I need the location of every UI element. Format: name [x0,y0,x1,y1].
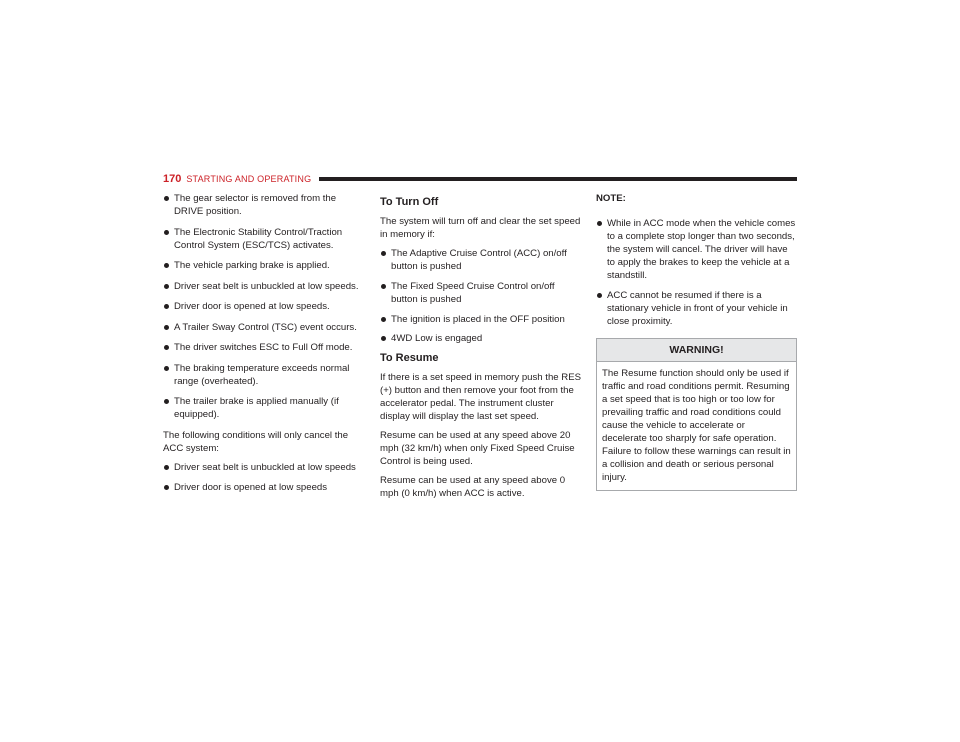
acc-cancel-list [163,461,368,494]
turn-off-intro: The system will turn off and clear the set speed in memory if: [380,216,581,240]
resume-heading: To Resume [380,352,439,365]
page-header [163,171,797,187]
list-item: Driver door is opened at low speeds. [163,300,368,313]
list-item: Driver seat belt is unbuckled at low speeds [163,461,368,474]
list-item: The braking temperature exceeds normal range (overheated). [163,362,368,388]
warning-title: WARNING! [597,339,796,362]
cancel-conditions-list [163,192,368,421]
note-label: NOTE: [596,193,626,204]
list-item: 4WD Low is engaged [380,332,582,345]
list-item: ACC cannot be resumed if there is a stationary vehicle in front of your vehicle in close proximity. [596,289,797,328]
list-item: Driver door is opened at low speeds [163,481,368,494]
list-item: The gear selector is removed from the DRIVE position. [163,192,368,218]
column-1 [163,192,368,501]
warning-box [596,338,797,491]
section-title: STARTING AND OPERATING [186,174,312,184]
list-item: The trailer brake is applied manually (if equipped). [163,395,368,421]
list-item: The Fixed Speed Cruise Control on/off button is pushed [380,280,582,306]
turn-off-heading: To Turn Off [380,196,439,208]
list-item: The driver switches ESC to Full Off mode. [163,341,368,354]
resume-paragraph: Resume can be used at any speed above 0 mph (0 km/h) when ACC is active. [380,475,566,500]
list-item: While in ACC mode when the vehicle comes to a complete stop longer than two seconds, the system will cancel. The driver will have to apply the brakes to keep the vehicle at a standstill. [596,217,797,282]
list-item: A Trailer Sway Control (TSC) event occurs. [163,321,368,334]
list-item: The Electronic Stability Control/Traction Control System (ESC/TCS) activates. [163,226,368,252]
page-number: 170 [163,173,182,185]
column-3 [596,192,797,491]
note-list [596,217,797,328]
column-2 [380,192,582,506]
list-item: Driver seat belt is unbuckled at low speeds. [163,280,368,293]
turn-off-list [380,247,582,345]
acc-cancel-paragraph: The following conditions will only cancel the ACC system: [163,429,349,454]
list-item: The vehicle parking brake is applied. [163,259,368,272]
header-rule [319,177,797,181]
list-item: The ignition is placed in the OFF position [380,313,582,326]
resume-paragraph: If there is a set speed in memory push the RES (+) button and then remove your foot from the accelerator pedal. The instrument cluster display will display the last set speed. [380,372,582,423]
resume-paragraph: Resume can be used at any speed above 20 mph (32 km/h) when only Fixed Speed Cruise Control is being used. [380,430,575,468]
list-item: The Adaptive Cruise Control (ACC) on/off button is pushed [380,247,582,273]
warning-body: The Resume function should only be used if traffic and road conditions permit. Resuming a set speed that is too high or too low for prevailing traffic and road conditions could cause the vehicle to accelerate or decelerate too sharply for safe operation. Failure to follow these warnings can result in a collision and death or serious personal injury. [602,367,791,483]
